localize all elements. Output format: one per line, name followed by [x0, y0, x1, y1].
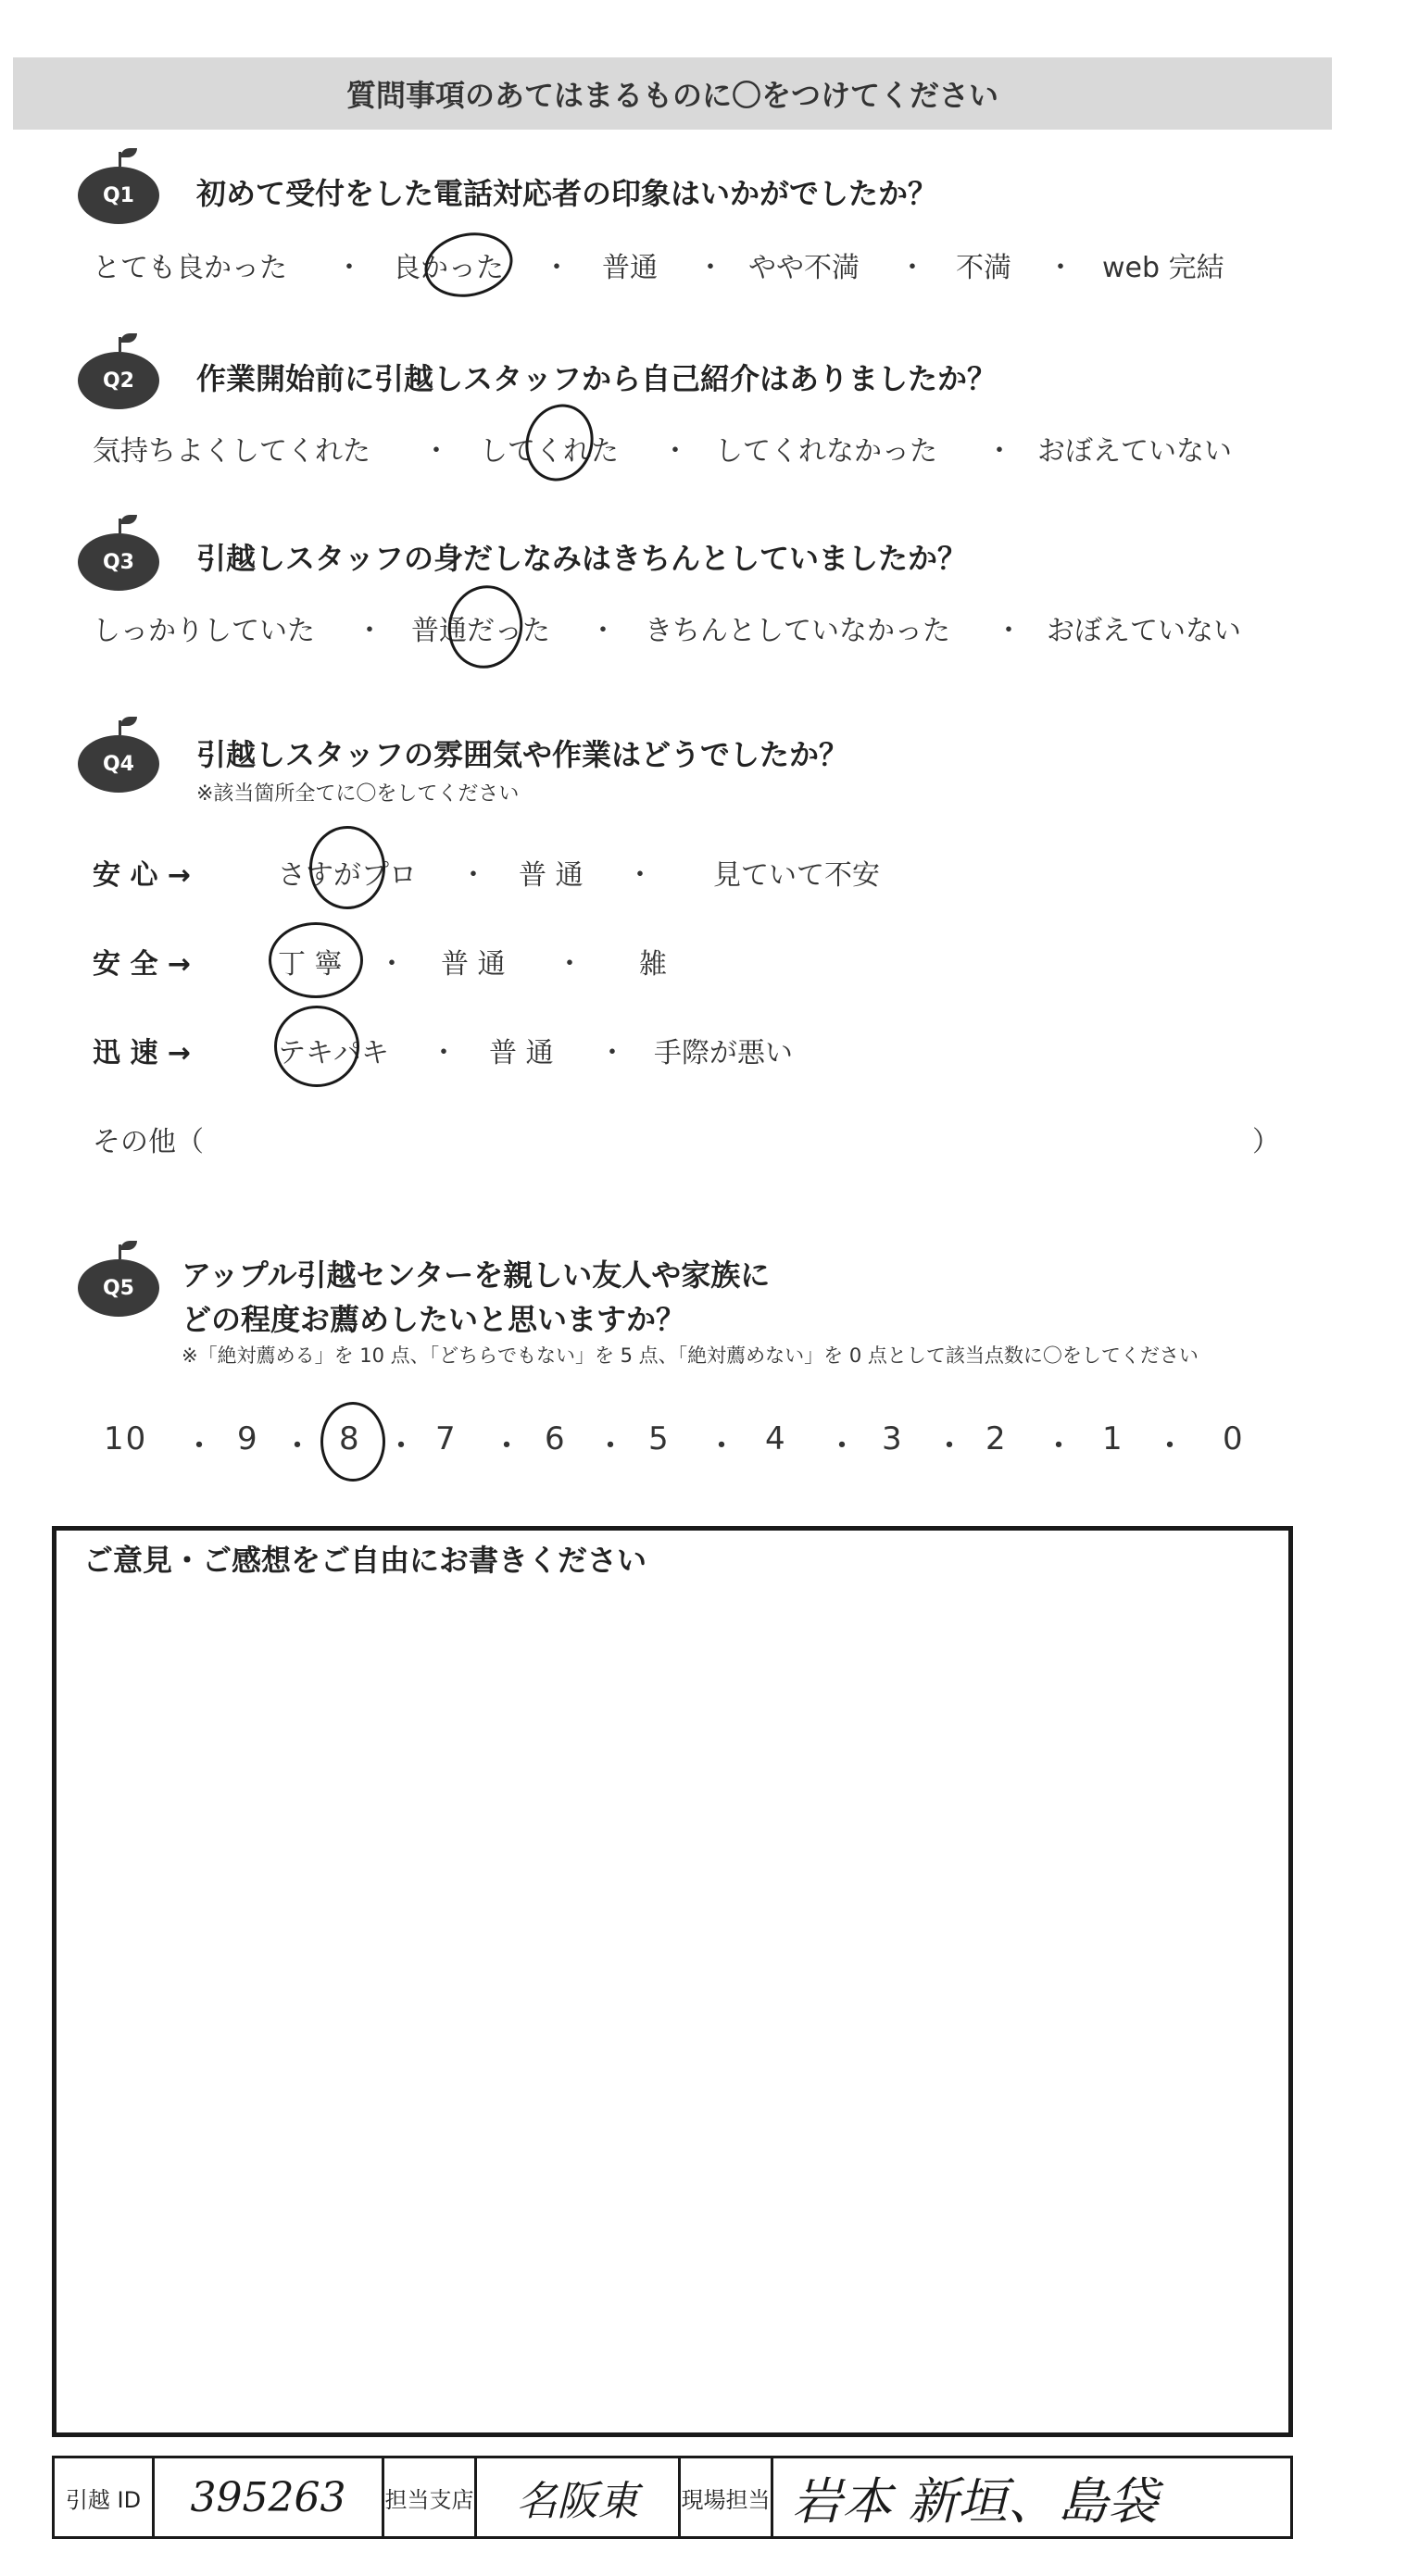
q4-option[interactable]: 普 通: [441, 948, 506, 981]
comment-label: ご意見・ご感想をご自由にお書きください: [83, 1543, 647, 1578]
q1-option[interactable]: とても良かった: [93, 252, 287, 284]
q4-option[interactable]: 普 通: [489, 1037, 554, 1069]
q4-badge-label: Q4: [102, 752, 134, 776]
score-option[interactable]: 5: [648, 1420, 671, 1457]
q4-option[interactable]: 雑: [639, 948, 667, 981]
q4-row-label-speed: 迅 速 →: [93, 1037, 192, 1069]
q4-option[interactable]: 丁 寧: [278, 948, 343, 981]
score-option[interactable]: 0: [1223, 1420, 1245, 1457]
q1-title: 初めて受付をした電話対応者の印象はいかがでしたか？: [196, 176, 938, 211]
q1-badge-label: Q1: [102, 183, 134, 207]
q3-option[interactable]: おぼえていない: [1047, 615, 1241, 647]
q5-badge-label: Q5: [102, 1276, 134, 1300]
q3-option[interactable]: しっかりしていた: [93, 615, 315, 647]
q4-other-close: ）: [1252, 1126, 1280, 1158]
q3-badge-label: Q3: [102, 550, 134, 574]
q2-separator: ・: [985, 435, 1013, 468]
q4-option[interactable]: 見ていて不安: [713, 859, 880, 892]
q4-option[interactable]: 手際が悪い: [654, 1037, 793, 1069]
q5-badge: [78, 1259, 159, 1317]
score-separator: ・: [183, 1428, 217, 1465]
q2-option[interactable]: 気持ちよくしてくれた: [93, 435, 370, 468]
q4-option[interactable]: さすがプロ: [278, 859, 417, 892]
q4-option[interactable]: テキパキ: [278, 1037, 389, 1069]
score-option[interactable]: 8: [339, 1420, 361, 1457]
q3-separator: ・: [589, 615, 617, 647]
score-separator: ・: [934, 1428, 967, 1465]
q4-separator: ・: [598, 1037, 626, 1069]
q2-badge: [78, 352, 159, 409]
score-separator: ・: [706, 1428, 739, 1465]
q1-separator: ・: [1047, 252, 1074, 284]
q3-option[interactable]: きちんとしていなかった: [645, 615, 950, 647]
score-separator: ・: [491, 1428, 524, 1465]
q4-separator: ・: [626, 859, 654, 892]
q2-option[interactable]: してくれなかった: [715, 435, 937, 468]
q1-option[interactable]: 普通: [602, 252, 658, 284]
score-separator: ・: [1043, 1428, 1076, 1465]
q1-option[interactable]: やや不満: [748, 252, 860, 284]
q1-separator: ・: [697, 252, 724, 284]
q1-separator: ・: [543, 252, 571, 284]
branch-value[interactable]: 名阪東: [477, 2458, 681, 2536]
q3-badge: [78, 533, 159, 591]
q2-title: 作業開始前に引越しスタッフから自己紹介はありましたか？: [196, 361, 998, 396]
form-header: [13, 57, 1332, 130]
q3-separator: ・: [356, 615, 383, 647]
staff-value[interactable]: 岩本 新垣、島袋: [792, 2471, 1159, 2531]
q4-other-label: その他（: [93, 1126, 204, 1158]
score-separator: ・: [826, 1428, 860, 1465]
q3-separator: ・: [995, 615, 1023, 647]
q4-separator: ・: [378, 948, 406, 981]
q2-badge-label: Q2: [102, 369, 134, 393]
score-option[interactable]: 6: [545, 1420, 567, 1457]
score-option[interactable]: 3: [882, 1420, 904, 1457]
q2-option[interactable]: してくれた: [480, 435, 619, 468]
q1-option[interactable]: 良かった: [393, 252, 504, 284]
q4-note: ※該当箇所全てに〇をしてください: [196, 782, 520, 806]
q1-option[interactable]: 不満: [956, 252, 1011, 284]
q5-title-line2: どの程度お薦めしたいと思いますか？: [182, 1302, 686, 1337]
q4-separator: ・: [430, 1037, 458, 1069]
score-separator: ・: [282, 1428, 315, 1465]
q4-row-label-safety: 安 全 →: [93, 948, 192, 981]
q4-separator: ・: [556, 948, 584, 981]
score-separator: ・: [1154, 1428, 1187, 1465]
q4-title: 引越しスタッフの雰囲気や作業はどうでしたか？: [196, 737, 849, 772]
q4-row-label-relief: 安 心 →: [93, 859, 192, 892]
move-id-label: 引越 ID: [55, 2458, 155, 2536]
move-id-value[interactable]: 395263: [155, 2458, 384, 2536]
score-option[interactable]: 10: [104, 1420, 148, 1457]
q1-separator: ・: [335, 252, 363, 284]
score-option[interactable]: 1: [1102, 1420, 1124, 1457]
footer-table: [52, 2456, 1293, 2539]
q1-separator: ・: [898, 252, 926, 284]
comment-box[interactable]: [52, 1526, 1293, 2437]
score-separator: ・: [385, 1428, 419, 1465]
q2-option[interactable]: おぼえていない: [1037, 435, 1232, 468]
staff-label: 現場担当: [681, 2458, 773, 2536]
q1-option[interactable]: web 完結: [1102, 252, 1224, 284]
score-option[interactable]: 9: [237, 1420, 259, 1457]
q3-option[interactable]: 普通だった: [411, 615, 550, 647]
q3-title: 引越しスタッフの身だしなみはきちんとしていましたか？: [196, 541, 968, 576]
q4-badge: [78, 735, 159, 793]
q4-separator: ・: [459, 859, 487, 892]
q2-separator: ・: [661, 435, 689, 468]
q1-badge: [78, 167, 159, 224]
branch-label: 担当支店: [384, 2458, 477, 2536]
q4-option[interactable]: 普 通: [519, 859, 584, 892]
score-separator: ・: [595, 1428, 628, 1465]
score-option[interactable]: 7: [435, 1420, 458, 1457]
q5-note: ※「絶対薦める」を 10 点、「どちらでもない」を 5 点、「絶対薦めない」を 0 点として該当点数に〇をしてください: [182, 1344, 1199, 1367]
q2-separator: ・: [422, 435, 450, 468]
score-option[interactable]: 2: [985, 1420, 1008, 1457]
q5-title-line1: アップル引越センターを親しい友人や家族に: [182, 1257, 771, 1293]
score-option[interactable]: 4: [765, 1420, 787, 1457]
form-header-title: 質問事項のあてはまるものに〇をつけてください: [345, 78, 998, 113]
